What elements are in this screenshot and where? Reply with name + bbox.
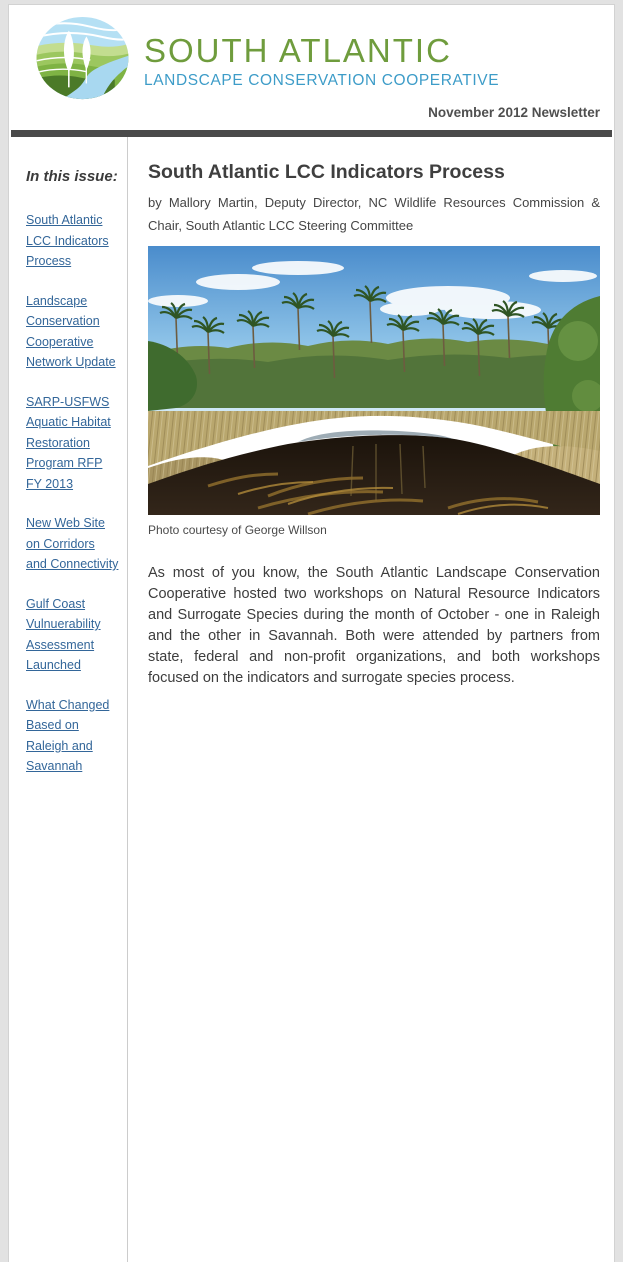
salcc-logo-icon bbox=[31, 15, 134, 103]
article-main bbox=[128, 137, 616, 1262]
sidebar-item-lcc-network-update[interactable]: Landscape Conservation Cooperative Network Update bbox=[26, 293, 116, 369]
issue-heading: In this issue: bbox=[26, 168, 118, 185]
sidebar-item-corridors-website[interactable]: New Web Site on Corridors and Connectivity bbox=[26, 516, 119, 571]
photo-caption: Photo courtesy of George Willson bbox=[148, 523, 327, 537]
sidebar-item-gulf-coast-assessment[interactable]: Gulf Coast Vulnuerability Assessment Launched bbox=[26, 596, 101, 672]
article-byline: by Mallory Martin, Deputy Director, NC Wildlife Resources Commission & Chair, South Atlantic LCC Steering Committee bbox=[148, 195, 600, 233]
issue-sidebar bbox=[9, 137, 128, 1262]
brand-wordmark bbox=[144, 15, 499, 90]
sidebar-item-indicators-process[interactable]: South Atlantic LCC Indicators Process bbox=[26, 213, 109, 268]
newsletter-card bbox=[8, 4, 615, 1262]
sidebar-item-sarp-usfws-rfp[interactable]: SARP-USFWS Aquatic Habitat Restoration Program RFP FY 2013 bbox=[26, 394, 111, 491]
sidebar-item-what-changed[interactable]: What Changed Based on Raleigh and Savannah bbox=[26, 697, 110, 773]
brand-title: SOUTH ATLANTIC bbox=[144, 32, 452, 69]
header-divider bbox=[11, 130, 612, 137]
wetland-photo bbox=[148, 246, 600, 515]
newsletter-header bbox=[9, 5, 614, 103]
edition-label: November 2012 Newsletter bbox=[428, 105, 600, 120]
article-body: As most of you know, the South Atlantic Landscape Conservation Cooperative hosted two workshops on Natural Resource Indicators and Surrogate Species during the month of October - one in Raleigh and the other in Savannah. Both were attended by partners from state, federal and non-profit organizations, and both workshops focused on the indicators and surrogate species process. bbox=[148, 565, 600, 686]
brand-subtitle: LANDSCAPE CONSERVATION COOPERATIVE bbox=[144, 72, 500, 89]
article-title: South Atlantic LCC Indicators Process bbox=[148, 161, 505, 183]
